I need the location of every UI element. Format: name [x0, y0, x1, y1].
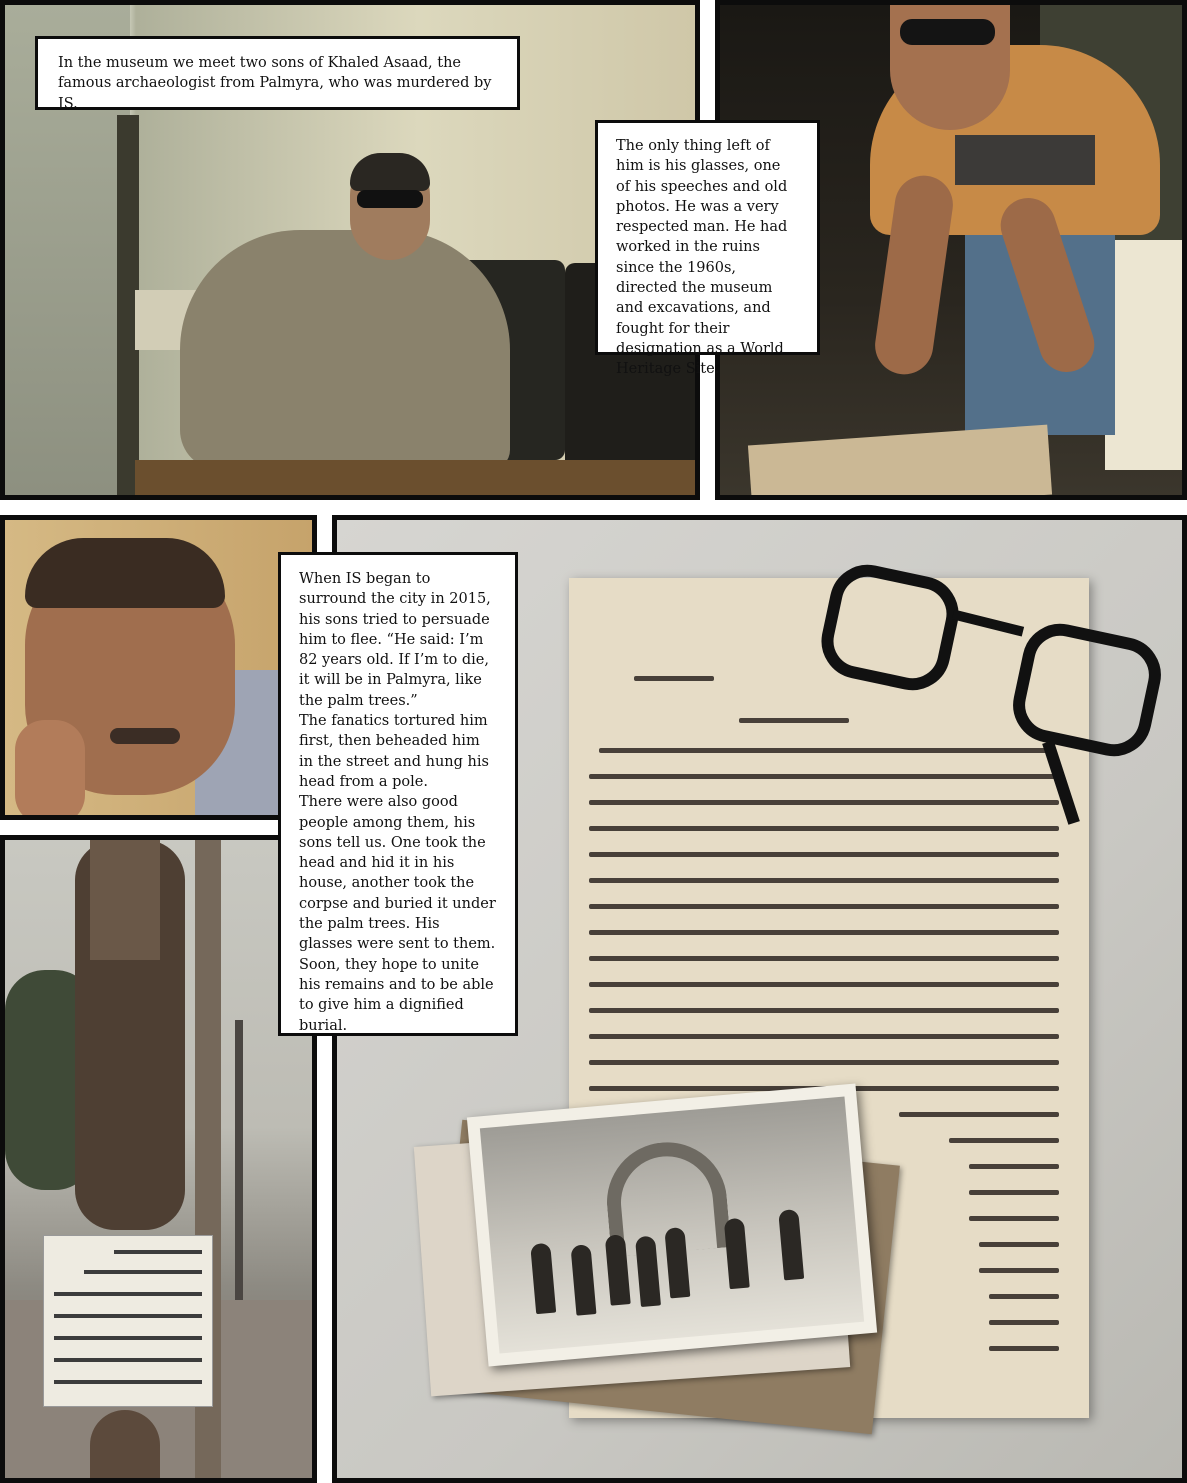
- shirt-print: [955, 135, 1095, 185]
- person-figure: [530, 1243, 556, 1314]
- caption-story-burial: There were also good people among them, his sons tell us. One took the head and hid it in his house, another took the corpse and buried it under the palm trees. His glasses were sent to them. Soon, they hope to unite his remains and to be able to give him a dignified burial.: [299, 794, 496, 1034]
- caption-story: [278, 552, 518, 1036]
- handwriting-line: [589, 1008, 1059, 1013]
- handwriting-line: [969, 1164, 1059, 1169]
- caption-story-beheaded: The fanatics tortured him first, then beheaded him in the street and hung his head from a pole.: [299, 713, 489, 790]
- handwriting-line: [599, 748, 1049, 753]
- seated-man-hair: [350, 153, 430, 191]
- sign-scribble: [84, 1270, 202, 1274]
- handwriting-line: [589, 1034, 1059, 1039]
- handwriting-line: [589, 878, 1059, 883]
- person-figure: [724, 1218, 750, 1289]
- person-figure: [570, 1244, 596, 1315]
- handwriting-line: [589, 982, 1059, 987]
- photo-panel-son-portrait: [0, 515, 317, 820]
- handwriting-line: [589, 852, 1059, 857]
- handwriting-line: [589, 774, 1059, 779]
- handwriting-line: [589, 1060, 1059, 1065]
- sunglasses-on-head: [900, 19, 995, 45]
- handwriting-line: [989, 1294, 1059, 1299]
- handwriting-line: [589, 930, 1059, 935]
- handwriting-line: [979, 1242, 1059, 1247]
- photo-scene: [480, 1096, 864, 1353]
- hanging-figure-legs: [90, 840, 160, 960]
- son-hair: [25, 538, 225, 608]
- hand-on-face: [15, 720, 85, 820]
- handwriting-line: [979, 1268, 1059, 1273]
- handwriting-line: [589, 800, 1059, 805]
- head-below-sign: [90, 1410, 160, 1483]
- framed-certificate: [1105, 240, 1187, 470]
- handwriting-line: [969, 1190, 1059, 1195]
- coffee-table: [135, 460, 700, 500]
- handwriting-line: [989, 1320, 1059, 1325]
- handwriting-line: [589, 956, 1059, 961]
- caption-story-flee: When IS began to surround the city in 2015, his sons tried to persuade him to flee. “He said: I’m 82 years old. If I’m to die, it will be in Palmyra, like the palm trees.”: [299, 571, 491, 709]
- handwriting-line: [739, 718, 849, 723]
- street-lamp: [235, 1020, 243, 1300]
- caption-glasses-text: The only thing left of him is his glasses, one of his speeches and old photos. He was a very respected man. He had worked in the ruins since the 1960s, directed the museum and excavations, and fought for their designation as a World Heritage Site.: [616, 138, 788, 378]
- documents-on-table: [748, 425, 1052, 500]
- handwriting-line: [969, 1216, 1059, 1221]
- handwriting-line: [589, 904, 1059, 909]
- handwriting-line: [989, 1346, 1059, 1351]
- handwriting-line: [949, 1138, 1059, 1143]
- photo-panel-street-pole: [0, 835, 317, 1483]
- sunglasses: [357, 190, 423, 208]
- handwritten-arabic-sign: [43, 1235, 213, 1407]
- sign-scribble: [54, 1336, 202, 1340]
- sign-scribble: [54, 1380, 202, 1384]
- group-photo-at-ruins: [467, 1083, 877, 1366]
- person-figure: [778, 1209, 804, 1280]
- caption-glasses-and-legacy: [595, 120, 820, 378]
- sign-scribble: [54, 1292, 202, 1296]
- handwriting-line: [899, 1112, 1059, 1117]
- sign-scribble: [114, 1250, 202, 1254]
- seated-man-suit: [180, 230, 510, 470]
- sign-scribble: [54, 1358, 202, 1362]
- handwriting-line: [589, 826, 1059, 831]
- sign-scribble: [54, 1314, 202, 1318]
- handwriting-line: [634, 676, 714, 681]
- caption-museum: [35, 36, 520, 110]
- mustache: [110, 728, 180, 744]
- caption-museum-text: In the museum we meet two sons of Khaled Asaad, the famous archaeologist from Palmyra, who was murdered by IS.: [58, 55, 492, 112]
